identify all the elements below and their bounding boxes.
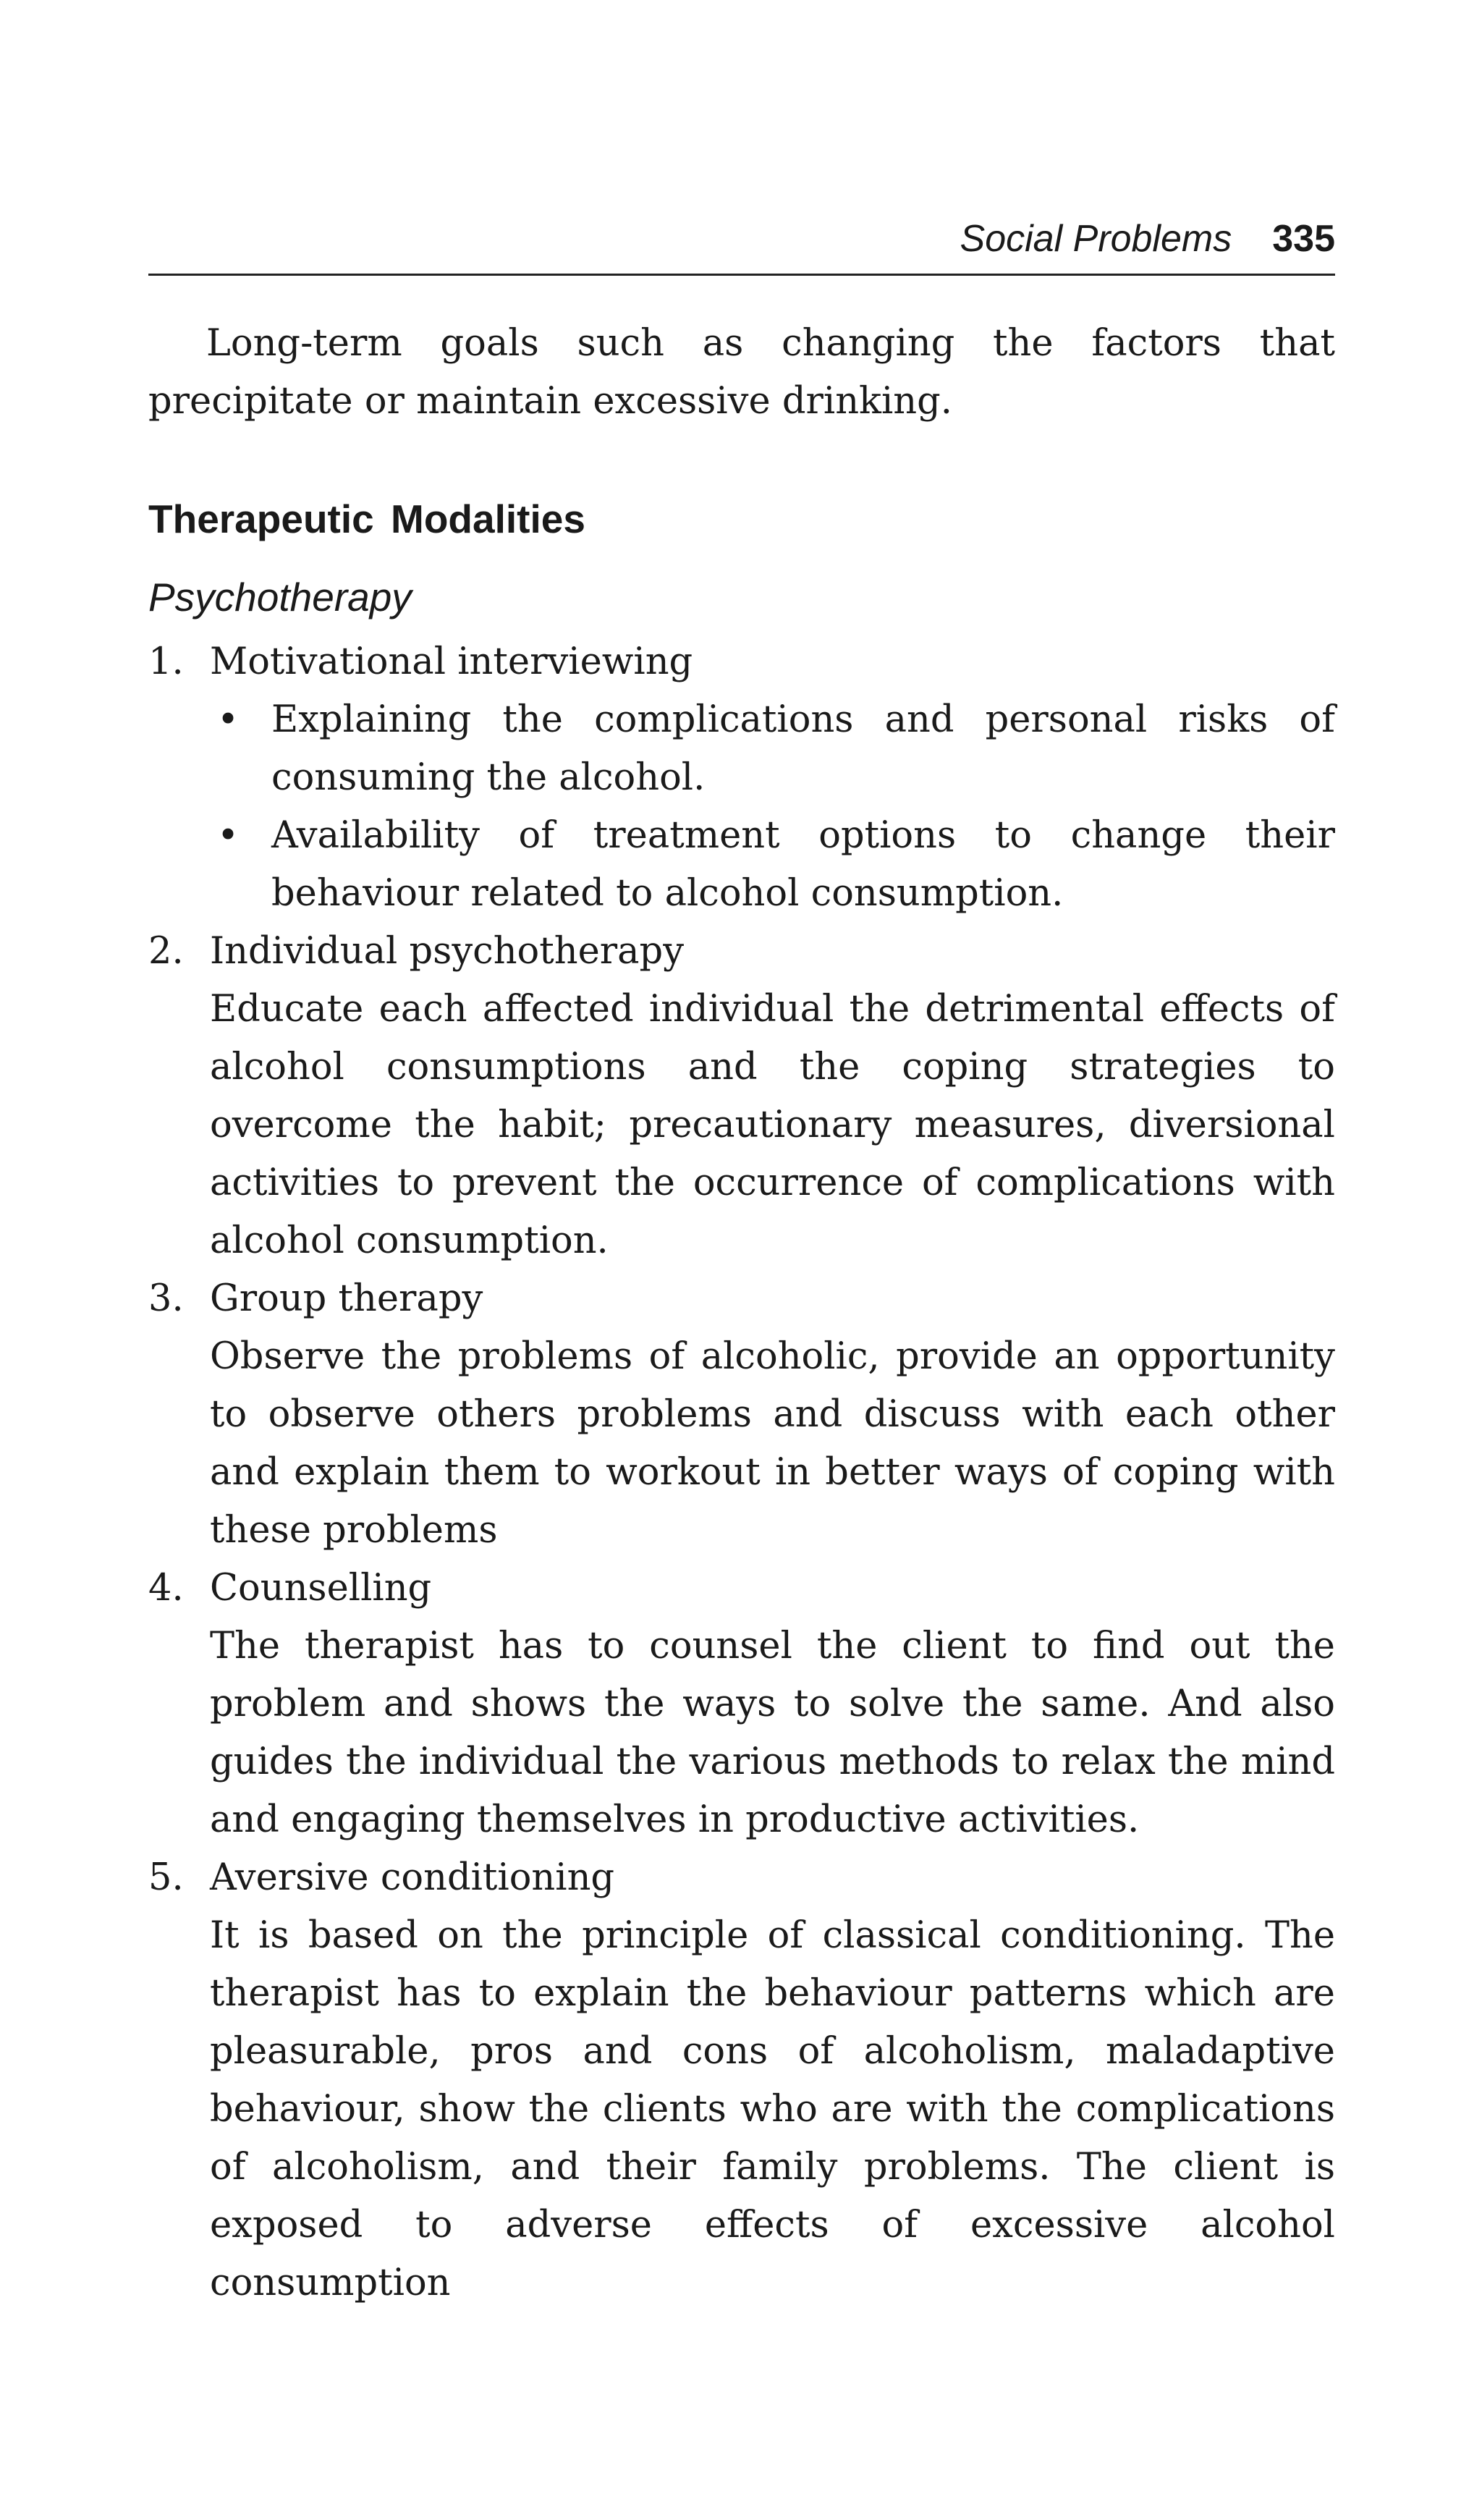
intro-paragraph: Long-term goals such as changing the factors that precipitate or maintain excessive drinking. xyxy=(148,322,1335,423)
item-text: Observe the problems of alcoholic, provide an opportunity to observe others problems and discuss with each other and explain them to workout in better ways of coping with these problems xyxy=(210,1335,1335,1552)
bullet-text: Explaining the complications and personal risks of consuming the alcohol. xyxy=(271,698,1335,799)
item-number: 4. xyxy=(148,1567,184,1610)
bullet-icon: • xyxy=(217,814,240,857)
item-text: Educate each affected individual the detrimental effects of alcohol consumptions and the coping strategies to overcome the habit; precautionary measures, diversional activities to prevent the occurrence of complications with alcohol consumption. xyxy=(210,988,1335,1262)
section-heading: Therapeutic Modalities xyxy=(148,496,585,541)
list-item xyxy=(148,1560,1335,1849)
item-title: Motivational interviewing xyxy=(210,640,693,683)
item-number: 1. xyxy=(148,640,184,683)
list-item xyxy=(148,923,1335,1270)
list-item xyxy=(148,1849,1335,2312)
item-text: It is based on the principle of classical conditioning. The therapist has to explain the behaviour patterns which are pleasurable, pros and cons of alcoholism, maladaptive behaviour, show the clients who are with the complications of alcoholism, and their family problems. The client is exposed to adverse effects of excessive alcohol consumption xyxy=(210,1914,1335,2304)
bullet-item xyxy=(210,807,1335,923)
bullet-icon: • xyxy=(217,698,240,741)
item-text: The therapist has to counsel the client to find out the problem and shows the ways to solve the same. And also guides the individual the various methods to relax the mind and engaging themselves in productive activities. xyxy=(210,1625,1335,1841)
bullet-list xyxy=(210,691,1335,923)
item-title: Group therapy xyxy=(210,1277,483,1320)
item-number: 2. xyxy=(148,930,184,973)
book-page xyxy=(148,210,1335,2312)
running-head-section: Social Problems xyxy=(960,218,1232,260)
subsection-heading: Psychotherapy xyxy=(148,575,412,620)
bullet-text: Availability of treatment options to change their behaviour related to alcohol consumption. xyxy=(271,814,1335,915)
item-title: Counselling xyxy=(210,1567,432,1610)
item-title: Individual psychotherapy xyxy=(210,930,685,973)
running-head xyxy=(148,210,1335,276)
item-number: 5. xyxy=(148,1856,184,1899)
numbered-list xyxy=(148,633,1335,2312)
page-number: 335 xyxy=(1272,218,1335,260)
list-item xyxy=(148,1270,1335,1560)
item-title: Aversive conditioning xyxy=(210,1856,615,1899)
bullet-item xyxy=(210,691,1335,807)
item-number: 3. xyxy=(148,1277,184,1320)
list-item xyxy=(148,633,1335,923)
